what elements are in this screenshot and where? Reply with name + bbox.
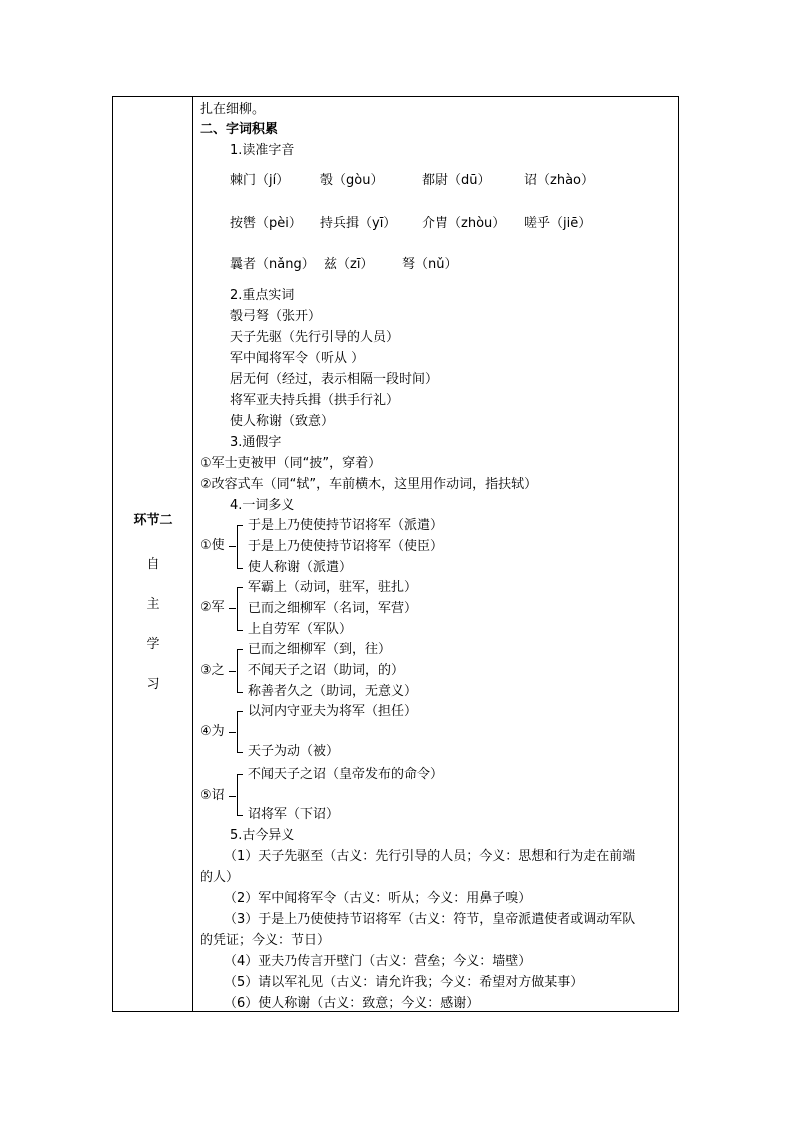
content-cell bbox=[194, 97, 678, 1011]
brace bbox=[237, 525, 243, 569]
pron-item: 兹（zī） bbox=[324, 257, 374, 272]
pron-item: 曩者（nǎng） bbox=[230, 257, 315, 272]
stage-char: 主 bbox=[146, 597, 160, 612]
polysemy-word: ②军 bbox=[200, 600, 225, 615]
gujin-item: （6）使人称谢（古义：致意；今义：感谢） bbox=[224, 996, 480, 1011]
polysemy-item: 已而之细柳军（名词，军营） bbox=[248, 601, 418, 616]
polysemy-item: 不闻天子之诏（助词，的） bbox=[248, 663, 405, 678]
polysemy-word: ③之 bbox=[200, 663, 225, 678]
stage-char: 习 bbox=[146, 677, 160, 692]
stage-label-column bbox=[113, 97, 193, 1011]
stage-title: 环节二 bbox=[133, 513, 173, 528]
intro-line: 扎在细柳。 bbox=[200, 102, 266, 117]
brace bbox=[237, 587, 243, 631]
polysemy-item: 使人称谢（派遣） bbox=[248, 560, 353, 575]
gujin-item: （4）亚夫乃传言开壁门（古义：营垒；今义：墙壁） bbox=[224, 954, 532, 969]
polysemy-item: 称善者久之（助词，无意义） bbox=[248, 684, 418, 699]
polysemy-item: 诏将军（下诏） bbox=[248, 807, 340, 822]
polysemy-item: 军霸上（动词，驻军，驻扎） bbox=[248, 580, 418, 595]
gujin-item-cont: 的人） bbox=[200, 870, 240, 885]
section-title: 二、字词积累 bbox=[200, 122, 279, 137]
tongjia-item: ②改容式车（同“轼”，车前横木，这里用作动词，指扶轼） bbox=[200, 477, 538, 492]
notional-item: 彀弓弩（张开） bbox=[230, 309, 322, 324]
brace-stem bbox=[229, 732, 236, 733]
notional-heading: 2.重点实词 bbox=[230, 288, 295, 303]
notional-item: 军中闻将军令（听从 ） bbox=[230, 351, 365, 366]
tongjia-heading: 3.通假字 bbox=[230, 435, 282, 450]
polysemy-item: 以河内守亚夫为将军（担任） bbox=[248, 704, 418, 719]
pron-item: 诏（zhào） bbox=[524, 173, 594, 188]
pron-item: 都尉（dū） bbox=[422, 173, 491, 188]
stage-char: 学 bbox=[146, 637, 160, 652]
brace-stem bbox=[229, 671, 236, 672]
brace-stem bbox=[229, 796, 236, 797]
polysemy-item: 已而之细柳军（到，往） bbox=[248, 642, 392, 657]
gujin-item: （3）于是上乃使使持节诏将军（古义：符节，皇帝派遣使者或调动军队 bbox=[224, 912, 636, 927]
brace-stem bbox=[229, 546, 236, 547]
brace bbox=[237, 711, 243, 753]
pron-item: 棘门（jí） bbox=[230, 173, 290, 188]
polysemy-item: 上自劳军（军队） bbox=[248, 622, 353, 637]
gujin-item: （2）军中闻将军令（古义：听从；今义：用鼻子嗅） bbox=[224, 891, 532, 906]
notional-item: 使人称谢（致意） bbox=[230, 414, 335, 429]
pron-item: 按辔（pèi） bbox=[230, 216, 302, 231]
brace-stem bbox=[229, 608, 236, 609]
notional-item: 将军亚夫持兵揖（拱手行礼） bbox=[230, 393, 400, 408]
polysemy-item: 天子为动（被） bbox=[248, 744, 340, 759]
polysemy-heading: 4.一词多义 bbox=[230, 498, 295, 513]
polysemy-word: ⑤诏 bbox=[200, 788, 225, 803]
pron-item: 持兵揖（yī） bbox=[320, 216, 397, 231]
brace bbox=[237, 774, 243, 816]
gujin-item: （1）天子先驱至（古义：先行引导的人员；今义：思想和行为走在前端 bbox=[224, 849, 636, 864]
polysemy-word: ①使 bbox=[200, 538, 225, 553]
polysemy-item: 于是上乃使使持节诏将军（派遣） bbox=[248, 518, 444, 533]
pron-item: 介胄（zhòu） bbox=[422, 216, 506, 231]
gujin-item: （5）请以军礼见（古义：请允许我；今义：希望对方做某事） bbox=[224, 975, 584, 990]
polysemy-item: 于是上乃使使持节诏将军（使臣） bbox=[248, 539, 444, 554]
pron-item: 彀（gòu） bbox=[320, 173, 384, 188]
notional-item: 天子先驱（先行引导的人员） bbox=[230, 330, 400, 345]
notional-item: 居无何（经过，表示相隔一段时间） bbox=[230, 372, 439, 387]
pron-item: 弩（nǔ） bbox=[402, 257, 458, 272]
brace bbox=[237, 649, 243, 693]
lesson-table bbox=[112, 96, 679, 1012]
gujin-heading: 5.古今异义 bbox=[230, 828, 295, 843]
gujin-item-cont: 的凭证；今义：节日） bbox=[200, 933, 331, 948]
tongjia-item: ①军士吏被甲（同“披”，穿着） bbox=[200, 456, 382, 471]
polysemy-word: ④为 bbox=[200, 724, 225, 739]
polysemy-item: 不闻天子之诏（皇帝发布的命令） bbox=[248, 767, 444, 782]
stage-char: 自 bbox=[146, 557, 160, 572]
pron-heading: 1.读准字音 bbox=[230, 143, 295, 158]
pron-item: 嗟乎（jiē） bbox=[524, 216, 592, 231]
